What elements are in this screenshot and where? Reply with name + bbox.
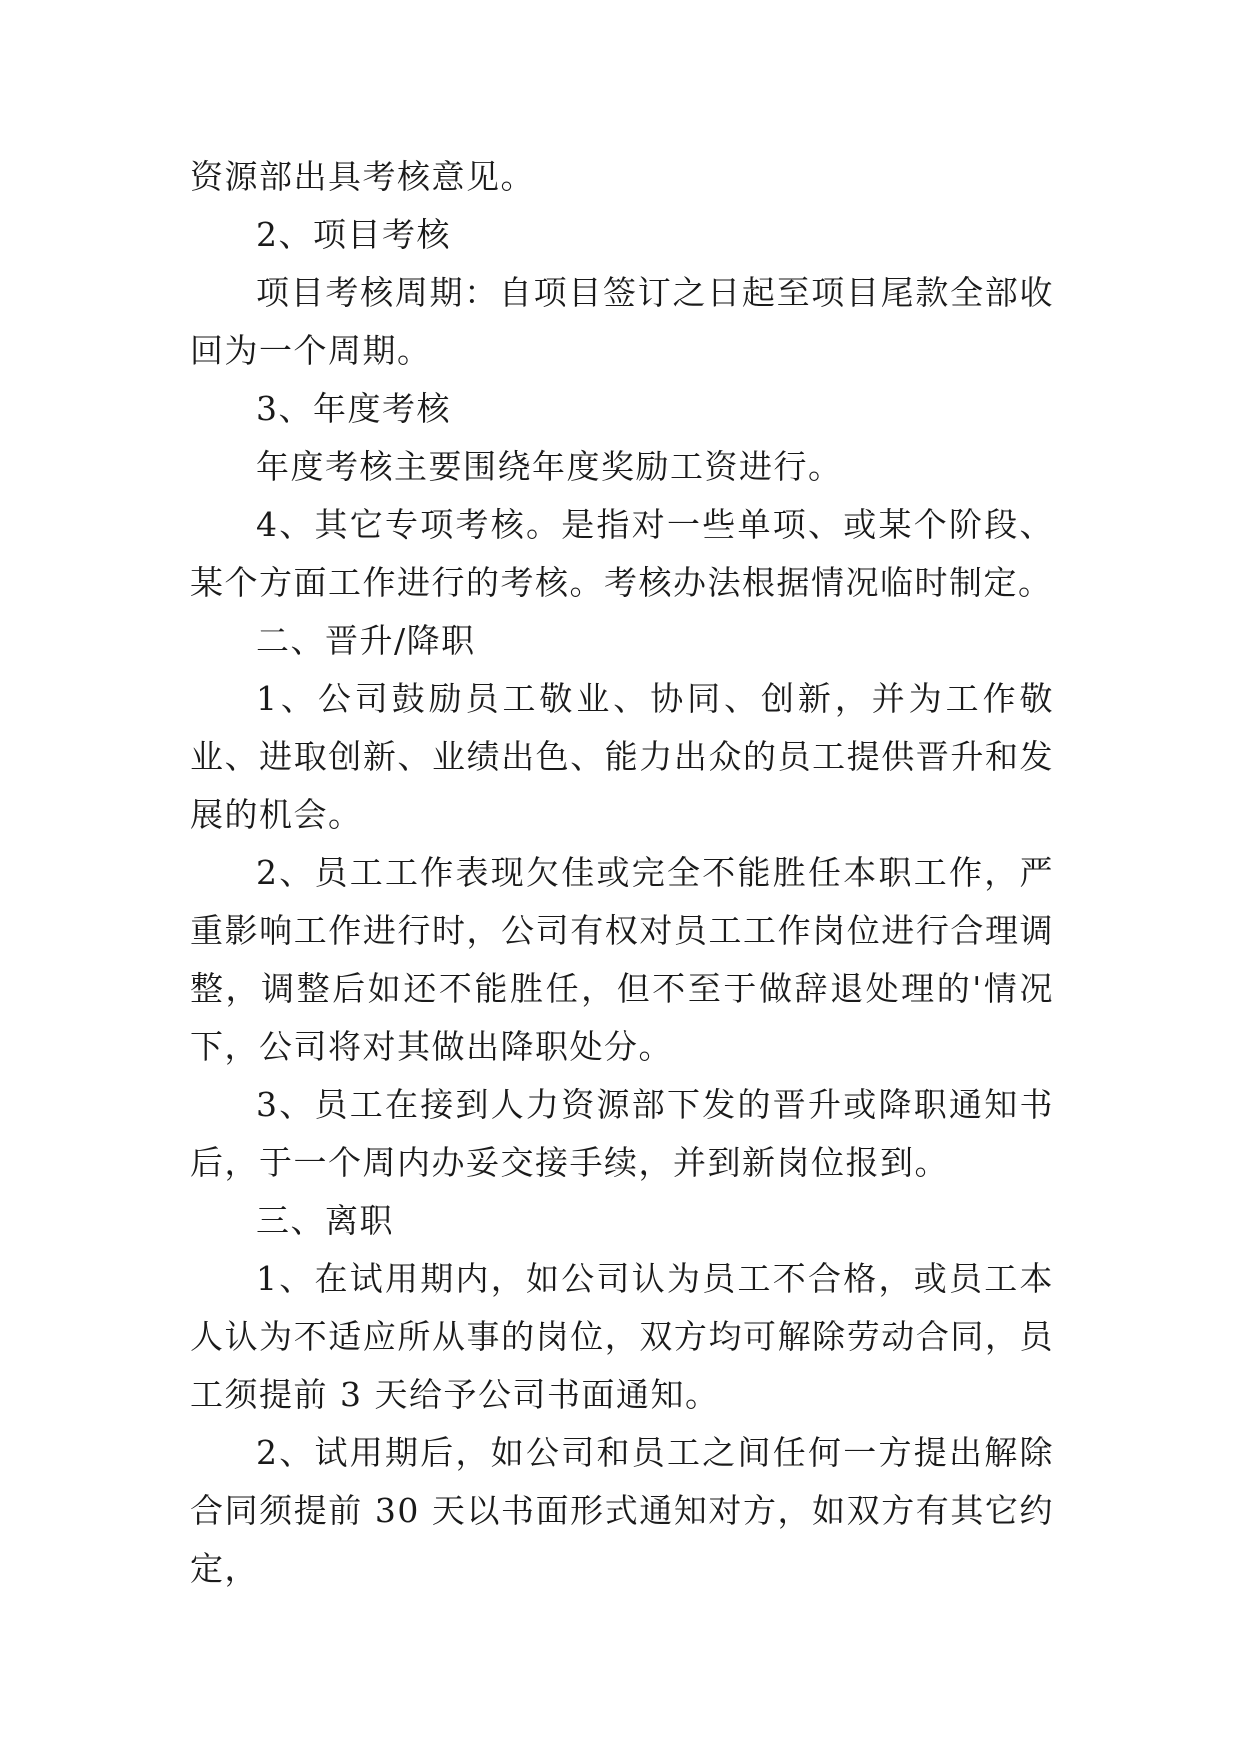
paragraph: 项目考核周期：自项目签订之日起至项目尾款全部收回为一个周期。	[190, 273, 1054, 370]
document-body	[190, 148, 1054, 1598]
section-heading: 二、晋升/降职	[256, 621, 476, 660]
paragraph: 1、公司鼓励员工敬业、协同、创新，并为工作敬业、进取创新、业绩出色、能力出众的员工提供晋升和发展的机会。	[190, 679, 1054, 834]
section-heading: 2、项目考核	[256, 215, 451, 254]
paragraph: 年度考核主要围绕年度奖励工资进行。	[256, 447, 843, 486]
paragraph: 4、其它专项考核。是指对一些单项、或某个阶段、某个方面工作进行的考核。考核办法根据情况临时制定。	[190, 505, 1054, 602]
paragraph: 3、员工在接到人力资源部下发的晋升或降职通知书后，于一个周内办妥交接手续，并到新岗位报到。	[190, 1085, 1054, 1182]
paragraph: 资源部出具考核意见。	[190, 157, 535, 196]
paragraph: 1、在试用期内，如公司认为员工不合格，或员工本人认为不适应所从事的岗位，双方均可解除劳动合同，员工须提前 3 天给予公司书面通知。	[190, 1259, 1054, 1414]
section-heading: 三、离职	[256, 1201, 394, 1240]
section-heading: 3、年度考核	[256, 389, 451, 428]
paragraph: 2、员工工作表现欠佳或完全不能胜任本职工作，严重影响工作进行时，公司有权对员工工作岗位进行合理调整，调整后如还不能胜任，但不至于做辞退处理的'情况下，公司将对其做出降职处分。	[190, 853, 1054, 1066]
paragraph: 2、试用期后，如公司和员工之间任何一方提出解除合同须提前 30 天以书面形式通知对方，如双方有其它约定，	[190, 1433, 1054, 1588]
